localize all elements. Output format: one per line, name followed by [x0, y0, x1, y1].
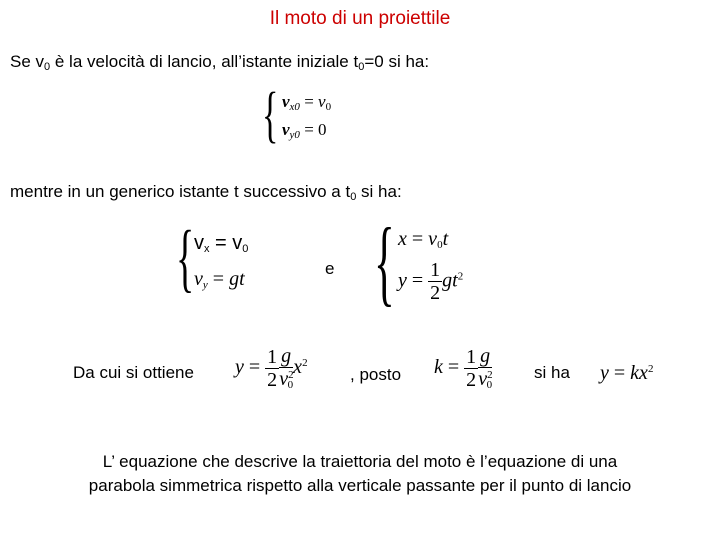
denominator [478, 368, 492, 391]
superscript: 2 [302, 357, 308, 370]
math-symbol: kx [630, 362, 648, 384]
position-system [374, 208, 494, 315]
numerator: 1 [267, 345, 278, 368]
denominator: 2 [267, 368, 278, 391]
math-symbol: v [232, 232, 243, 254]
si-ha-text: si ha [534, 363, 570, 382]
subscript: 0 [486, 379, 493, 391]
math-symbol: v [478, 368, 488, 390]
math-operator: = [442, 356, 465, 379]
math-operator: = [243, 356, 266, 379]
left-brace-icon: { [262, 81, 279, 149]
denominator: 2 [466, 368, 477, 391]
text-part: Se v [10, 52, 45, 71]
conclusion-text [0, 450, 720, 498]
math-symbol: t [442, 228, 449, 250]
math-symbol: v [279, 368, 289, 390]
subscript: y0 [289, 129, 300, 141]
numerator: 1 [430, 259, 441, 281]
math-operator: = [406, 269, 429, 292]
left-brace-icon: { [176, 216, 195, 300]
initial-velocity-system [262, 81, 362, 150]
text-part: è la velocità di lancio, all’istante iniziale t [50, 52, 359, 71]
denominator: 2 [430, 282, 441, 304]
generic-instant-text [10, 182, 402, 203]
conjunction-text: e [325, 259, 335, 278]
math-operator: = [299, 120, 319, 139]
numerator: g [281, 345, 292, 367]
velocity-system [176, 216, 296, 300]
math-symbol: gt [442, 269, 458, 292]
subscript: x [204, 243, 210, 255]
math-symbol: v [428, 228, 438, 250]
fraction-one-half [265, 347, 279, 391]
superscript: 2 [487, 369, 493, 381]
math-symbol: x [293, 356, 303, 379]
math-symbol: y [398, 269, 407, 292]
equation-vx [194, 232, 248, 255]
k-definition [434, 346, 492, 391]
subscript: 0 [437, 239, 443, 251]
equation-vy0 [282, 120, 327, 141]
superscript: 2 [288, 369, 294, 381]
equation-x [398, 228, 448, 251]
math-symbol: gt [229, 268, 245, 290]
subscript: y [202, 279, 208, 291]
equation-vx0 [282, 92, 331, 113]
math-operator: = [209, 232, 233, 254]
math-symbol: y [235, 356, 244, 379]
fraction-g-over-v0-squared [478, 346, 492, 391]
math-operator: = [406, 228, 429, 250]
numerator: 1 [466, 345, 477, 368]
fraction-g-over-v0-squared [279, 346, 293, 391]
subscript: 0 [242, 243, 249, 255]
fraction-one-half [464, 347, 478, 391]
slide-title: Il moto di un proiettile [269, 8, 451, 29]
subscript: x0 [289, 101, 300, 113]
denominator [279, 368, 293, 391]
trajectory-equation [235, 346, 308, 391]
equation-y [398, 260, 463, 304]
math-symbol: v [282, 92, 290, 111]
subscript: 0 [44, 61, 51, 73]
math-operator: = [207, 268, 230, 290]
numerator: g [480, 345, 491, 367]
conclusion-line-2: parabola simmetrica rispetto alla verticale passante per il punto di lancio [88, 475, 632, 495]
text-part: mentre in un generico istante t successivo a t [10, 182, 351, 201]
posto-text: , posto [350, 365, 402, 384]
text-part: =0 si ha: [364, 52, 430, 71]
conclusion-line-1: L’ equazione che descrive la traiettoria del moto è l’equazione di una [102, 452, 618, 471]
math-symbol: y [600, 362, 609, 384]
subscript: 0 [325, 101, 332, 113]
math-symbol: x [398, 228, 407, 250]
math-operator: = [299, 92, 319, 111]
superscript: 2 [647, 363, 654, 375]
subscript: 0 [350, 191, 357, 203]
equation-vy [194, 268, 245, 291]
math-value: 0 [318, 120, 327, 139]
initial-conditions-text [10, 52, 429, 73]
math-symbol: k [434, 356, 443, 379]
superscript: 2 [457, 270, 464, 283]
parabola-equation [600, 362, 653, 385]
math-symbol: v [194, 268, 203, 290]
math-operator: = [608, 362, 631, 384]
math-symbol: v [318, 92, 326, 111]
fraction-one-half [428, 260, 442, 304]
subscript: 0 [287, 379, 294, 391]
result-label: Da cui si ottiene [73, 363, 194, 382]
left-brace-icon: { [374, 208, 395, 315]
math-symbol: v [194, 232, 204, 254]
subscript: 0 [358, 61, 365, 73]
text-part: si ha: [356, 182, 402, 201]
math-symbol: v [282, 120, 290, 139]
